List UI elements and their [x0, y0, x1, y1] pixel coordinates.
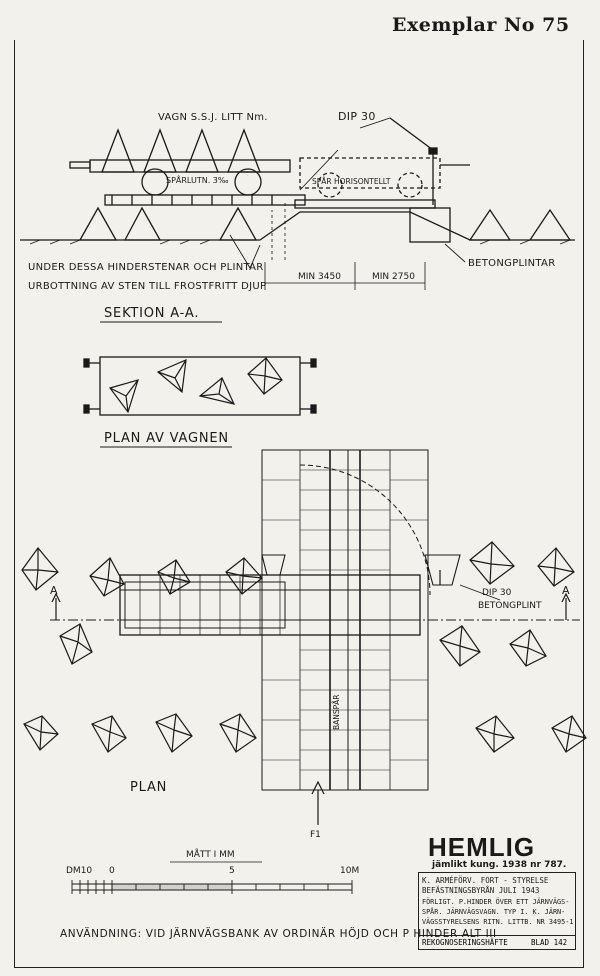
plan-title: PLAN — [130, 780, 168, 795]
scale-title: MÅTT I MM — [186, 850, 235, 860]
classification-reference: jämlikt kung. 1938 nr 787. — [432, 860, 567, 870]
dimension-min-2750: MIN 2750 — [372, 272, 415, 282]
section-marker-left: A — [50, 584, 58, 597]
wagon-plan-title: PLAN AV VAGNEN — [104, 431, 229, 446]
title-block-line1: K. ARMÉFÖRV. FORT - STYRELSE — [422, 876, 549, 885]
scale-tick-0: 0 — [109, 866, 115, 876]
dip-label-plan: DIP 30 — [482, 588, 512, 598]
classification-stamp: HEMLIG — [428, 832, 536, 862]
scale-tick-10m: 10M — [340, 866, 360, 876]
section-marker-right: A — [562, 584, 570, 597]
gradient-label: SPÅRLUTN. 3‰ — [166, 176, 229, 185]
dimension-min-3450: MIN 3450 — [298, 272, 341, 282]
arrow-f1-label: F1 — [310, 830, 321, 840]
concrete-plinth-label: BETONGPLINT — [478, 601, 542, 611]
title-block-line5: VÄGSSTYRELSENS RITN. LITTB. NR 3495-1 — [422, 918, 574, 926]
title-block — [418, 872, 576, 936]
foundation-note-line2: URBOTTNING AV STEN TILL FROSTFRITT DJUP — [28, 281, 267, 292]
track-label: BANSPÅR — [332, 694, 341, 730]
booklet-label: REKOGNOSERINGSHÄFTE — [422, 938, 508, 947]
scale-tick-5: 5 — [229, 866, 235, 876]
scale-tick-dm10: DM10 — [66, 866, 93, 876]
dip-label-section: DIP 30 — [338, 110, 376, 123]
concrete-plinths-label: BETONGPLINTAR — [468, 258, 556, 269]
level-track-label: SPÅR HORISONTELLT — [312, 177, 391, 186]
wagon-type-label: VAGN S.S.J. LITT Nm. — [158, 112, 268, 123]
section-title: SEKTION A-A. — [104, 306, 200, 321]
sheet-number: BLAD 142 — [531, 938, 568, 947]
title-block-line4: SPÅR. JÄRNVÄGSVAGN. TYP I. K. JÄRN- — [422, 908, 566, 916]
title-block-line3: FÖRLIGT. P.HINDER ÖVER ETT JÄRNVÄGS- — [422, 898, 570, 906]
title-block-line2: BEFÄSTNINGSBYRÅN JULI 1943 — [422, 886, 540, 895]
exemplar-number: Exemplar No 75 — [392, 14, 570, 36]
usage-note: ANVÄNDNING: VID JÄRNVÄGSBANK AV ORDINÄR HÖJD OCH P HINDER ALT III — [60, 928, 497, 940]
plan-view — [22, 450, 586, 825]
foundation-note-line1: UNDER DESSA HINDERSTENAR OCH PLINTAR — [28, 262, 264, 273]
